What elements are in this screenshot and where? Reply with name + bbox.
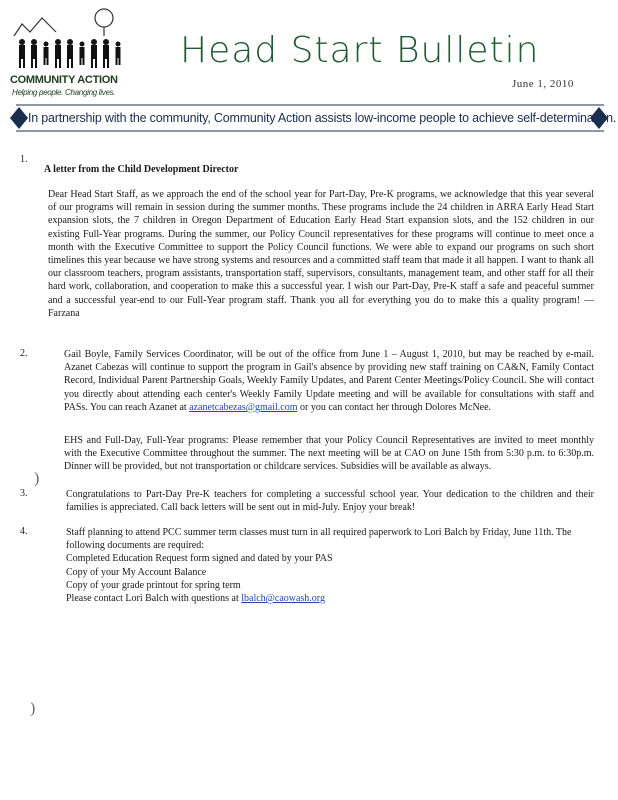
congratulations-notice: Congratulations to Part-Day Pre-K teachers for completing a successful school year. Your dedication to the children and their families is appreciated. Call back letters will be sent out in mid-July. Enjoy your break!	[66, 489, 594, 514]
logo-name: COMMUNITY ACTION	[10, 74, 118, 86]
item-heading: A letter from the Child Development Director	[44, 164, 239, 175]
bulletin-title: Head Start Bulletin	[180, 30, 540, 71]
notice-line: Copy of your grade printout for spring term	[66, 579, 241, 591]
scan-mark: )	[34, 470, 40, 487]
community-action-logo	[4, 6, 138, 98]
director-letter: Dear Head Start Staff, as we approach the end of the school year for Part-Day, Pre-K programs, we acknowledge that this year several of our programs will remain in session during the summer months. These programs include the 24 children in ARRA Early Head Start expansion slots, the 7 children in Oregon Department of Education Early Head Start expansion slots, and the 152 children in our existing Full-Year programs. During the summer, our Policy Council representatives for these programs will continue to meet once a month with the Executive Committee to support the Policy Council functions. We were able to expand our programs on such short timelines this year because we have strong systems and resources and a committed staff team that made it all happen. I want to thank all our classroom teachers, program assistants, transportation staff, supervisors, consultants, management team, and other staff for all their hard work, collaboration, and cooperation to make this a successful year. I wish our Part-Day, Pre-K staff a safe and peaceful summer and a successful year-end to our Full-Year program staff. Thank you all for everything you do to make this a quality program! —Farzana	[48, 189, 594, 319]
family-services-notice	[64, 348, 594, 414]
notice-text: Please contact Lori Balch with questions at	[66, 593, 242, 605]
notice-line: Staff planning to attend PCC summer term classes must turn in all required paperwork to Lori Balch by Friday, June 11th. The following documents are required:	[66, 527, 572, 552]
logo-tagline: Helping people. Changing lives.	[12, 88, 116, 97]
mission-statement: In partnership with the community, Community Action assists low-income people to achieve self-determination.	[28, 111, 617, 125]
item-number: 3.	[20, 488, 28, 499]
scan-mark: )	[30, 700, 36, 717]
notice-line: Copy of your My Account Balance	[66, 566, 207, 578]
item-number: 2.	[20, 348, 28, 359]
pcc-classes-notice	[66, 526, 594, 605]
notice-text: Gail Boyle, Family Services Coordinator, will be out of the office from June 1 – August 1, 2010, but may be reached by e-mail. Azanet Cabezas will continue to support the program in Gail's absence by providing new staff training on CA&N, Family Contact Record, Individual Parent Partnership Goals, Weekly Family Updates, and Parent Center Meetings/Policy Council. She will contact you directly about attending each center's Weekly Family Update meeting and will be available for consultations with staff and PASs. You can reach Azanet at	[64, 349, 594, 413]
notice-text: or you can contact her through Dolores McNee.	[297, 401, 492, 413]
email-link-lori[interactable]: lbalch@caowash.org	[241, 593, 325, 605]
item-number: 1.	[20, 154, 28, 165]
bulletin-date: June 1, 2010	[512, 78, 574, 90]
email-link-azanet[interactable]: azanetcabezas@gmail.com	[189, 401, 298, 413]
left-diamond-icon	[10, 107, 28, 129]
policy-council-notice: EHS and Full-Day, Full-Year programs: Please remember that your Policy Council Representatives are invited to meet monthly with the Executive Committee throughout the summer. The next meeting will be at CAO on June 15th from 5:30 p.m. to 6:30p.m. Dinner will be provided, but not transportation or childcare services. Subsidies will be available as always.	[64, 435, 594, 473]
logo-figures-icon	[12, 6, 132, 74]
notice-line	[66, 592, 594, 605]
item-number: 4.	[20, 526, 28, 537]
notice-line: Completed Education Request form signed and dated by your PAS	[66, 553, 333, 565]
